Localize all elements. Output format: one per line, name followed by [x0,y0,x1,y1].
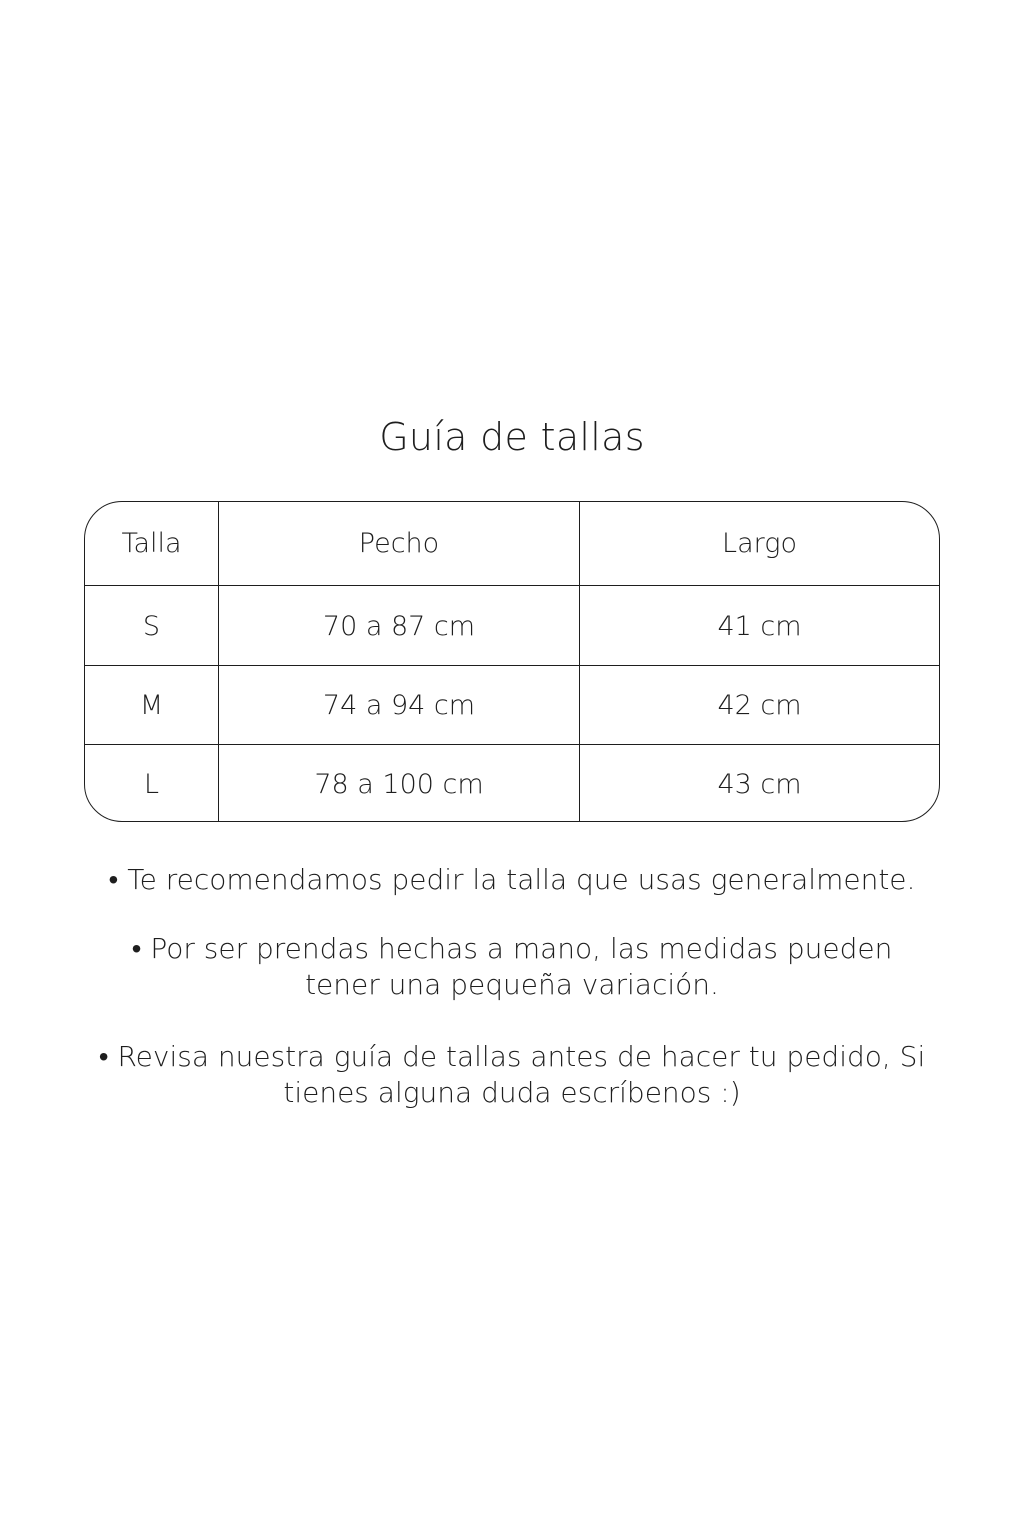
cell-length: 41 cm [717,610,802,642]
note-size-recommendation [60,862,964,898]
header-size: Talla [85,502,219,585]
note-line: tener una pequeña variación. [305,968,719,1001]
note-check-guide [60,1039,964,1111]
cell-size: M [85,666,219,745]
note-line: • Por ser prendas hechas a mano, las medidas pueden [131,932,893,965]
table-row [85,665,939,745]
header-chest: Pecho [219,502,580,585]
header-length: Largo [722,528,797,559]
table-row [85,744,939,822]
table-header-row [85,502,939,585]
cell-length: 43 cm [717,769,802,800]
cell-length: 42 cm [717,690,802,721]
cell-size: S [85,586,219,666]
note-line: tienes alguna duda escríbenos :) [283,1076,741,1109]
cell-chest: 74 a 94 cm [219,666,580,745]
note-handmade-variation [60,931,964,1003]
note-line: • Te recomendamos pedir la talla que usas generalmente. [108,863,916,896]
page-title: Guía de tallas [379,415,645,459]
cell-chest: 70 a 87 cm [219,586,580,666]
cell-size: L [85,745,219,822]
note-line: • Revisa nuestra guía de tallas antes de hacer tu pedido, Si [98,1040,926,1073]
table-row [85,585,939,666]
cell-chest: 78 a 100 cm [219,745,580,822]
size-table [84,501,940,822]
